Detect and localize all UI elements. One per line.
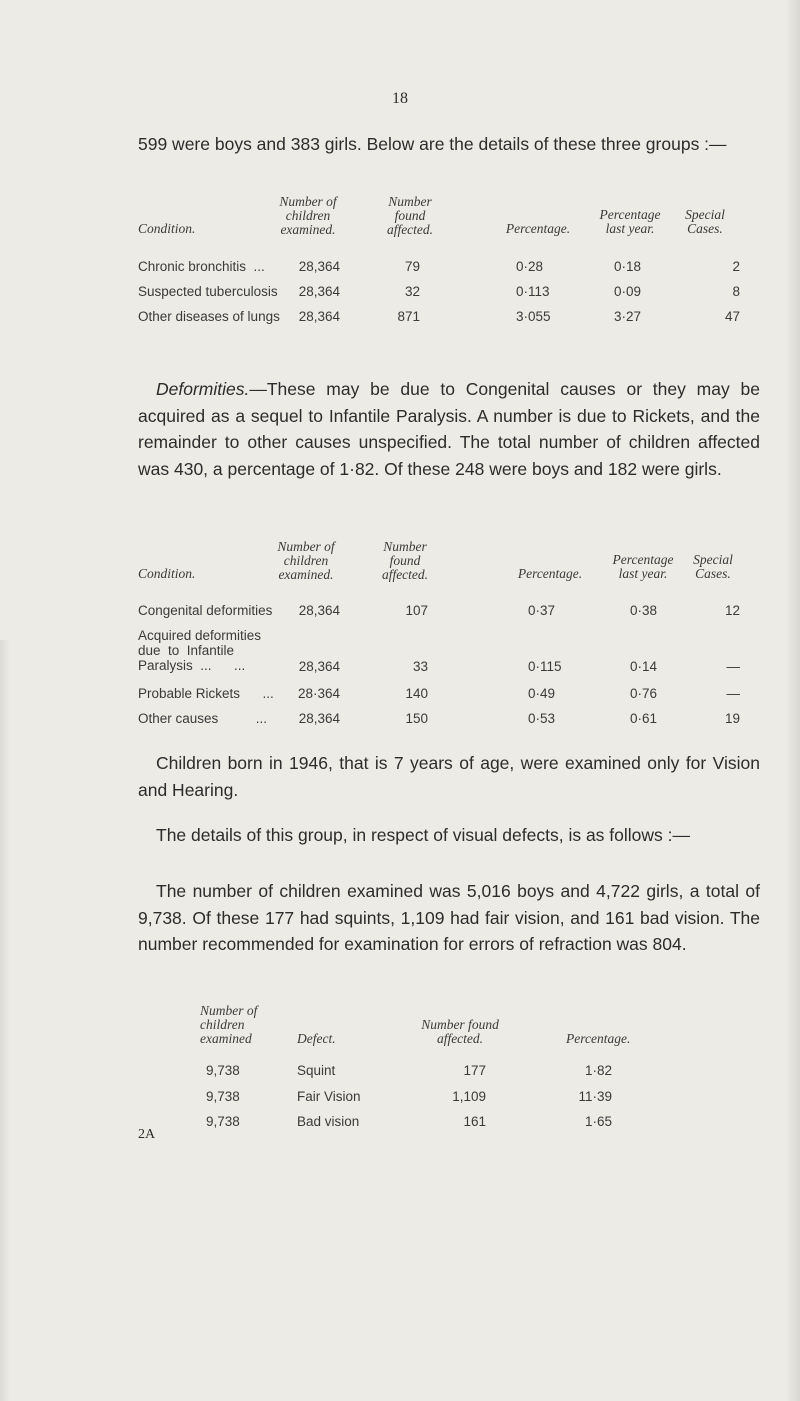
cell-examined: 28,364 xyxy=(298,284,340,299)
cell-examined: 9,738 xyxy=(206,1089,240,1104)
children-born-paragraph: Children born in 1946, that is 7 years of age, were examined only for Vision and Hearing. xyxy=(138,753,760,800)
cell-last-year: 0·18 xyxy=(614,259,642,274)
cell-special: — xyxy=(726,686,740,701)
header-percentage-last-year: Percentage last year. xyxy=(612,552,674,581)
cell-percentage: 0·53 xyxy=(528,711,556,726)
cell-affected: 32 xyxy=(404,284,420,299)
cell-condition: Congenital deformities xyxy=(138,603,273,618)
cell-examined: 28,364 xyxy=(298,659,340,674)
cell-affected: 177 xyxy=(463,1063,486,1078)
cell-examined: 28,364 xyxy=(298,603,340,618)
cell-affected: 107 xyxy=(405,603,428,618)
cell-defect: Squint xyxy=(297,1063,336,1078)
header-condition: Condition. xyxy=(138,221,196,236)
intro-paragraph: 599 were boys and 383 girls. Below are the details of these three groups :— xyxy=(138,134,727,154)
header-affected: Number found affected. xyxy=(386,194,434,237)
cell-affected: 150 xyxy=(405,711,428,726)
cell-percentage: 0·115 xyxy=(528,659,562,674)
cell-percentage: 1·82 xyxy=(584,1063,612,1078)
cell-percentage: 0·28 xyxy=(516,259,544,274)
cell-condition: Acquired deformities due to Infantile Paralysis ... ... xyxy=(138,628,262,673)
deformities-text: —These may be due to Congenital causes or they may be acquired as a sequel to Infantile Paralysis. A number is due to Rickets, and the remainder to other causes unspecified. The total number of children affected was 430, a percentage of 1·82. Of these 248 were boys and 182 were girls. xyxy=(138,379,760,479)
cell-special: 19 xyxy=(724,711,740,726)
cell-special: 2 xyxy=(732,259,740,274)
header-examined: Number of children examined. xyxy=(279,194,337,237)
cell-examined: 9,738 xyxy=(206,1063,240,1078)
cell-percentage: 11·39 xyxy=(578,1089,612,1104)
cell-affected: 140 xyxy=(405,686,428,701)
cell-special: 47 xyxy=(724,309,740,324)
cell-percentage: 1·65 xyxy=(584,1114,612,1129)
header-percentage: Percentage. xyxy=(566,1031,631,1046)
signature-mark: 2A xyxy=(138,1127,156,1142)
cell-special: 12 xyxy=(724,603,740,618)
cell-last-year: 0·38 xyxy=(630,603,658,618)
header-affected: Number found affected. xyxy=(381,539,429,582)
cell-percentage: 3·055 xyxy=(516,309,551,324)
deformities-paragraph xyxy=(138,376,760,482)
header-examined: Number of children examined. xyxy=(277,539,335,582)
cell-special: — xyxy=(726,659,740,674)
cell-percentage: 0·49 xyxy=(528,686,556,701)
cell-examined: 28,364 xyxy=(298,259,340,274)
header-special-cases: Special Cases. xyxy=(685,207,725,236)
cell-last-year: 3·27 xyxy=(614,309,642,324)
header-percentage: Percentage. xyxy=(505,221,571,236)
examined-paragraph: The number of children examined was 5,016 boys and 4,722 girls, a total of 9,738. Of these 177 had squints, 1,109 had fair vision, and 161 bad vision. The number recommended for examination for errors of refraction was 804. xyxy=(138,881,760,955)
header-examined: Number of children examined xyxy=(200,1003,258,1046)
cell-defect: Fair Vision xyxy=(297,1089,361,1104)
cell-affected: 79 xyxy=(404,259,420,274)
cell-condition: Suspected tuberculosis xyxy=(138,284,278,299)
cell-last-year: 0·61 xyxy=(630,711,658,726)
page-edge-shadow-left xyxy=(0,640,10,1401)
cell-affected: 1,109 xyxy=(452,1089,486,1104)
page-number: 18 xyxy=(392,90,408,107)
cell-affected: 871 xyxy=(397,309,420,324)
header-defect: Defect. xyxy=(297,1031,336,1046)
header-percentage: Percentage. xyxy=(517,566,583,581)
cell-condition: Probable Rickets ... xyxy=(138,686,274,701)
cell-last-year: 0·09 xyxy=(614,284,642,299)
header-special-cases: Special Cases. xyxy=(693,552,733,581)
page-edge-shadow xyxy=(786,0,800,1401)
cell-condition: Other causes ... xyxy=(138,711,268,726)
cell-examined: 28,364 xyxy=(298,309,340,324)
cell-last-year: 0·76 xyxy=(630,686,658,701)
cell-last-year: 0·14 xyxy=(630,659,658,674)
cell-examined: 28,364 xyxy=(298,711,340,726)
cell-percentage: 0·113 xyxy=(516,284,550,299)
cell-defect: Bad vision xyxy=(297,1114,360,1129)
cell-condition: Other diseases of lungs xyxy=(138,309,280,324)
cell-special: 8 xyxy=(732,284,740,299)
cell-affected: 161 xyxy=(463,1114,486,1129)
cell-condition: Chronic bronchitis ... xyxy=(138,259,265,274)
visual-details-paragraph: The details of this group, in respect of visual defects, is as follows :— xyxy=(156,825,690,845)
header-percentage-last-year: Percentage last year. xyxy=(599,207,661,236)
cell-affected: 33 xyxy=(412,659,428,674)
cell-examined: 28·364 xyxy=(297,686,340,701)
cell-examined: 9,738 xyxy=(206,1114,240,1129)
deformities-heading: Deformities. xyxy=(156,379,250,399)
header-condition: Condition. xyxy=(138,566,196,581)
header-affected: Number found affected. xyxy=(421,1017,499,1046)
cell-percentage: 0·37 xyxy=(528,603,556,618)
